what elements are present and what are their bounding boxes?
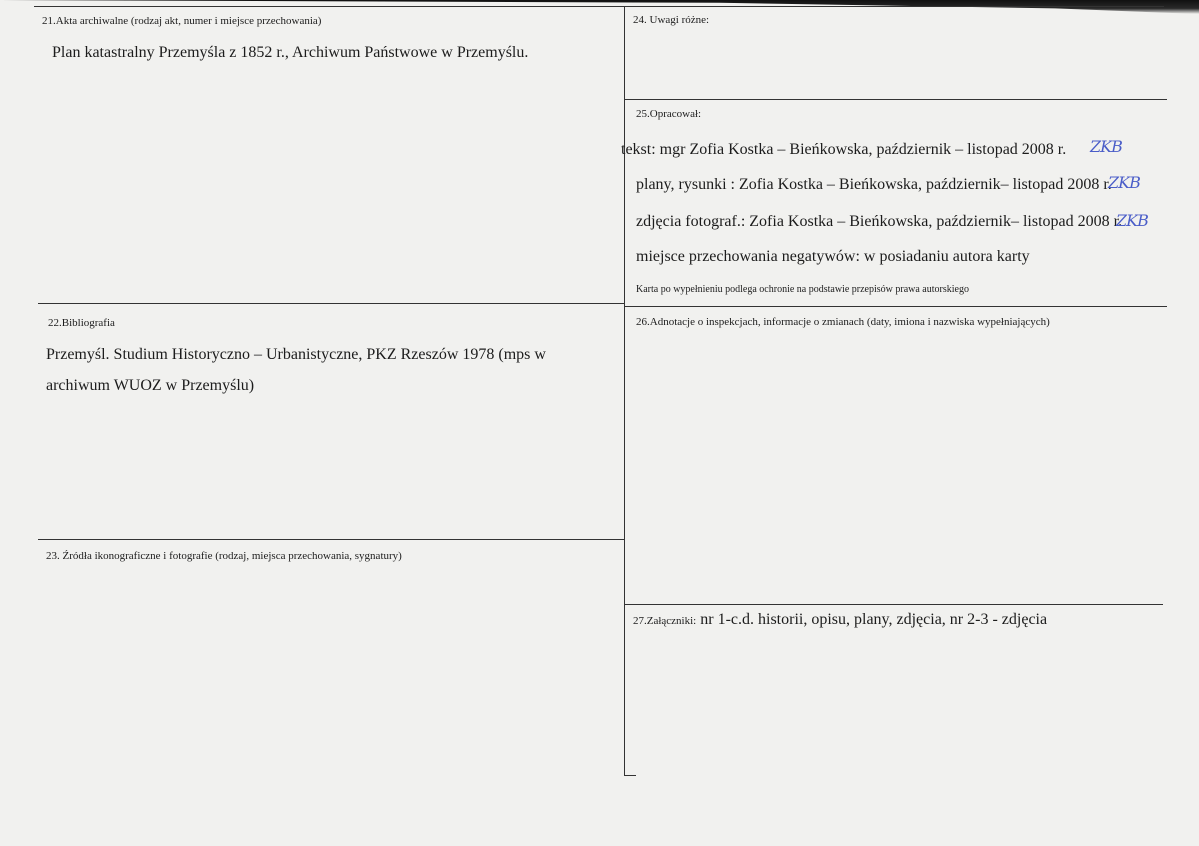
section-22-label: 22.Bibliografia [48, 317, 115, 329]
section-25-line-negatywy: miejsce przechowania negatywów: w posiadaniu autora karty [636, 248, 1030, 265]
section-25-copyright-note: Karta po wypełnieniu podlega ochronie na podstawie przepisów prawa autorskiego [636, 284, 969, 295]
top-border [34, 6, 1164, 7]
section-26-label: 26.Adnotacje o inspekcjach, informacje o zmianach (daty, imiona i nazwiska wypełniających) [636, 316, 1050, 328]
section-21-label: 21.Akta archiwalne (rodzaj akt, numer i miejsce przechowania) [42, 15, 322, 27]
signature-initials-2: ZKB [1108, 173, 1140, 192]
section-25-line-plany: plany, rysunki : Zofia Kostka – Bieńkowska, październik– listopad 2008 r. [636, 176, 1112, 193]
section-21-content: Plan katastralny Przemyśla z 1852 r., Archiwum Państwowe w Przemyślu. [52, 44, 529, 61]
section-23-label: 23. Źródła ikonograficzne i fotografie (rodzaj, miejsca przechowania, sygnatury) [46, 550, 402, 562]
section-22-content-line1: Przemyśl. Studium Historyczno – Urbanistyczne, PKZ Rzeszów 1978 (mps w [46, 346, 546, 363]
right-divider-24-25 [625, 99, 1167, 100]
scan-top-edge [0, 0, 1199, 14]
section-22-content-line2: archiwum WUOZ w Przemyślu) [46, 377, 255, 394]
section-25-label: 25.Opracował: [636, 108, 702, 120]
section-25-line-zdjecia: zdjęcia fotograf.: Zofia Kostka – Bieńkowska, październik– listopad 2008 r. [636, 213, 1123, 230]
signature-initials-1: ZKB [1090, 137, 1122, 156]
section-25-line-tekst: tekst: mgr Zofia Kostka – Bieńkowska, październik – listopad 2008 r. [621, 141, 1067, 158]
center-divider-foot [624, 775, 636, 776]
right-divider-26-27 [625, 604, 1163, 605]
signature-initials-3: ZKB [1116, 211, 1148, 230]
right-divider-25-26 [625, 306, 1167, 307]
section-24-label: 24. Uwagi różne: [633, 14, 710, 26]
center-divider [624, 6, 625, 776]
section-27-line [633, 611, 1047, 629]
left-divider-22-23 [38, 539, 624, 540]
section-27-label: 27.Załączniki: [633, 615, 697, 627]
left-divider-21-22 [38, 303, 624, 304]
section-27-content: nr 1-c.d. historii, opisu, plany, zdjęcia, nr 2-3 - zdjęcia [700, 611, 1048, 628]
